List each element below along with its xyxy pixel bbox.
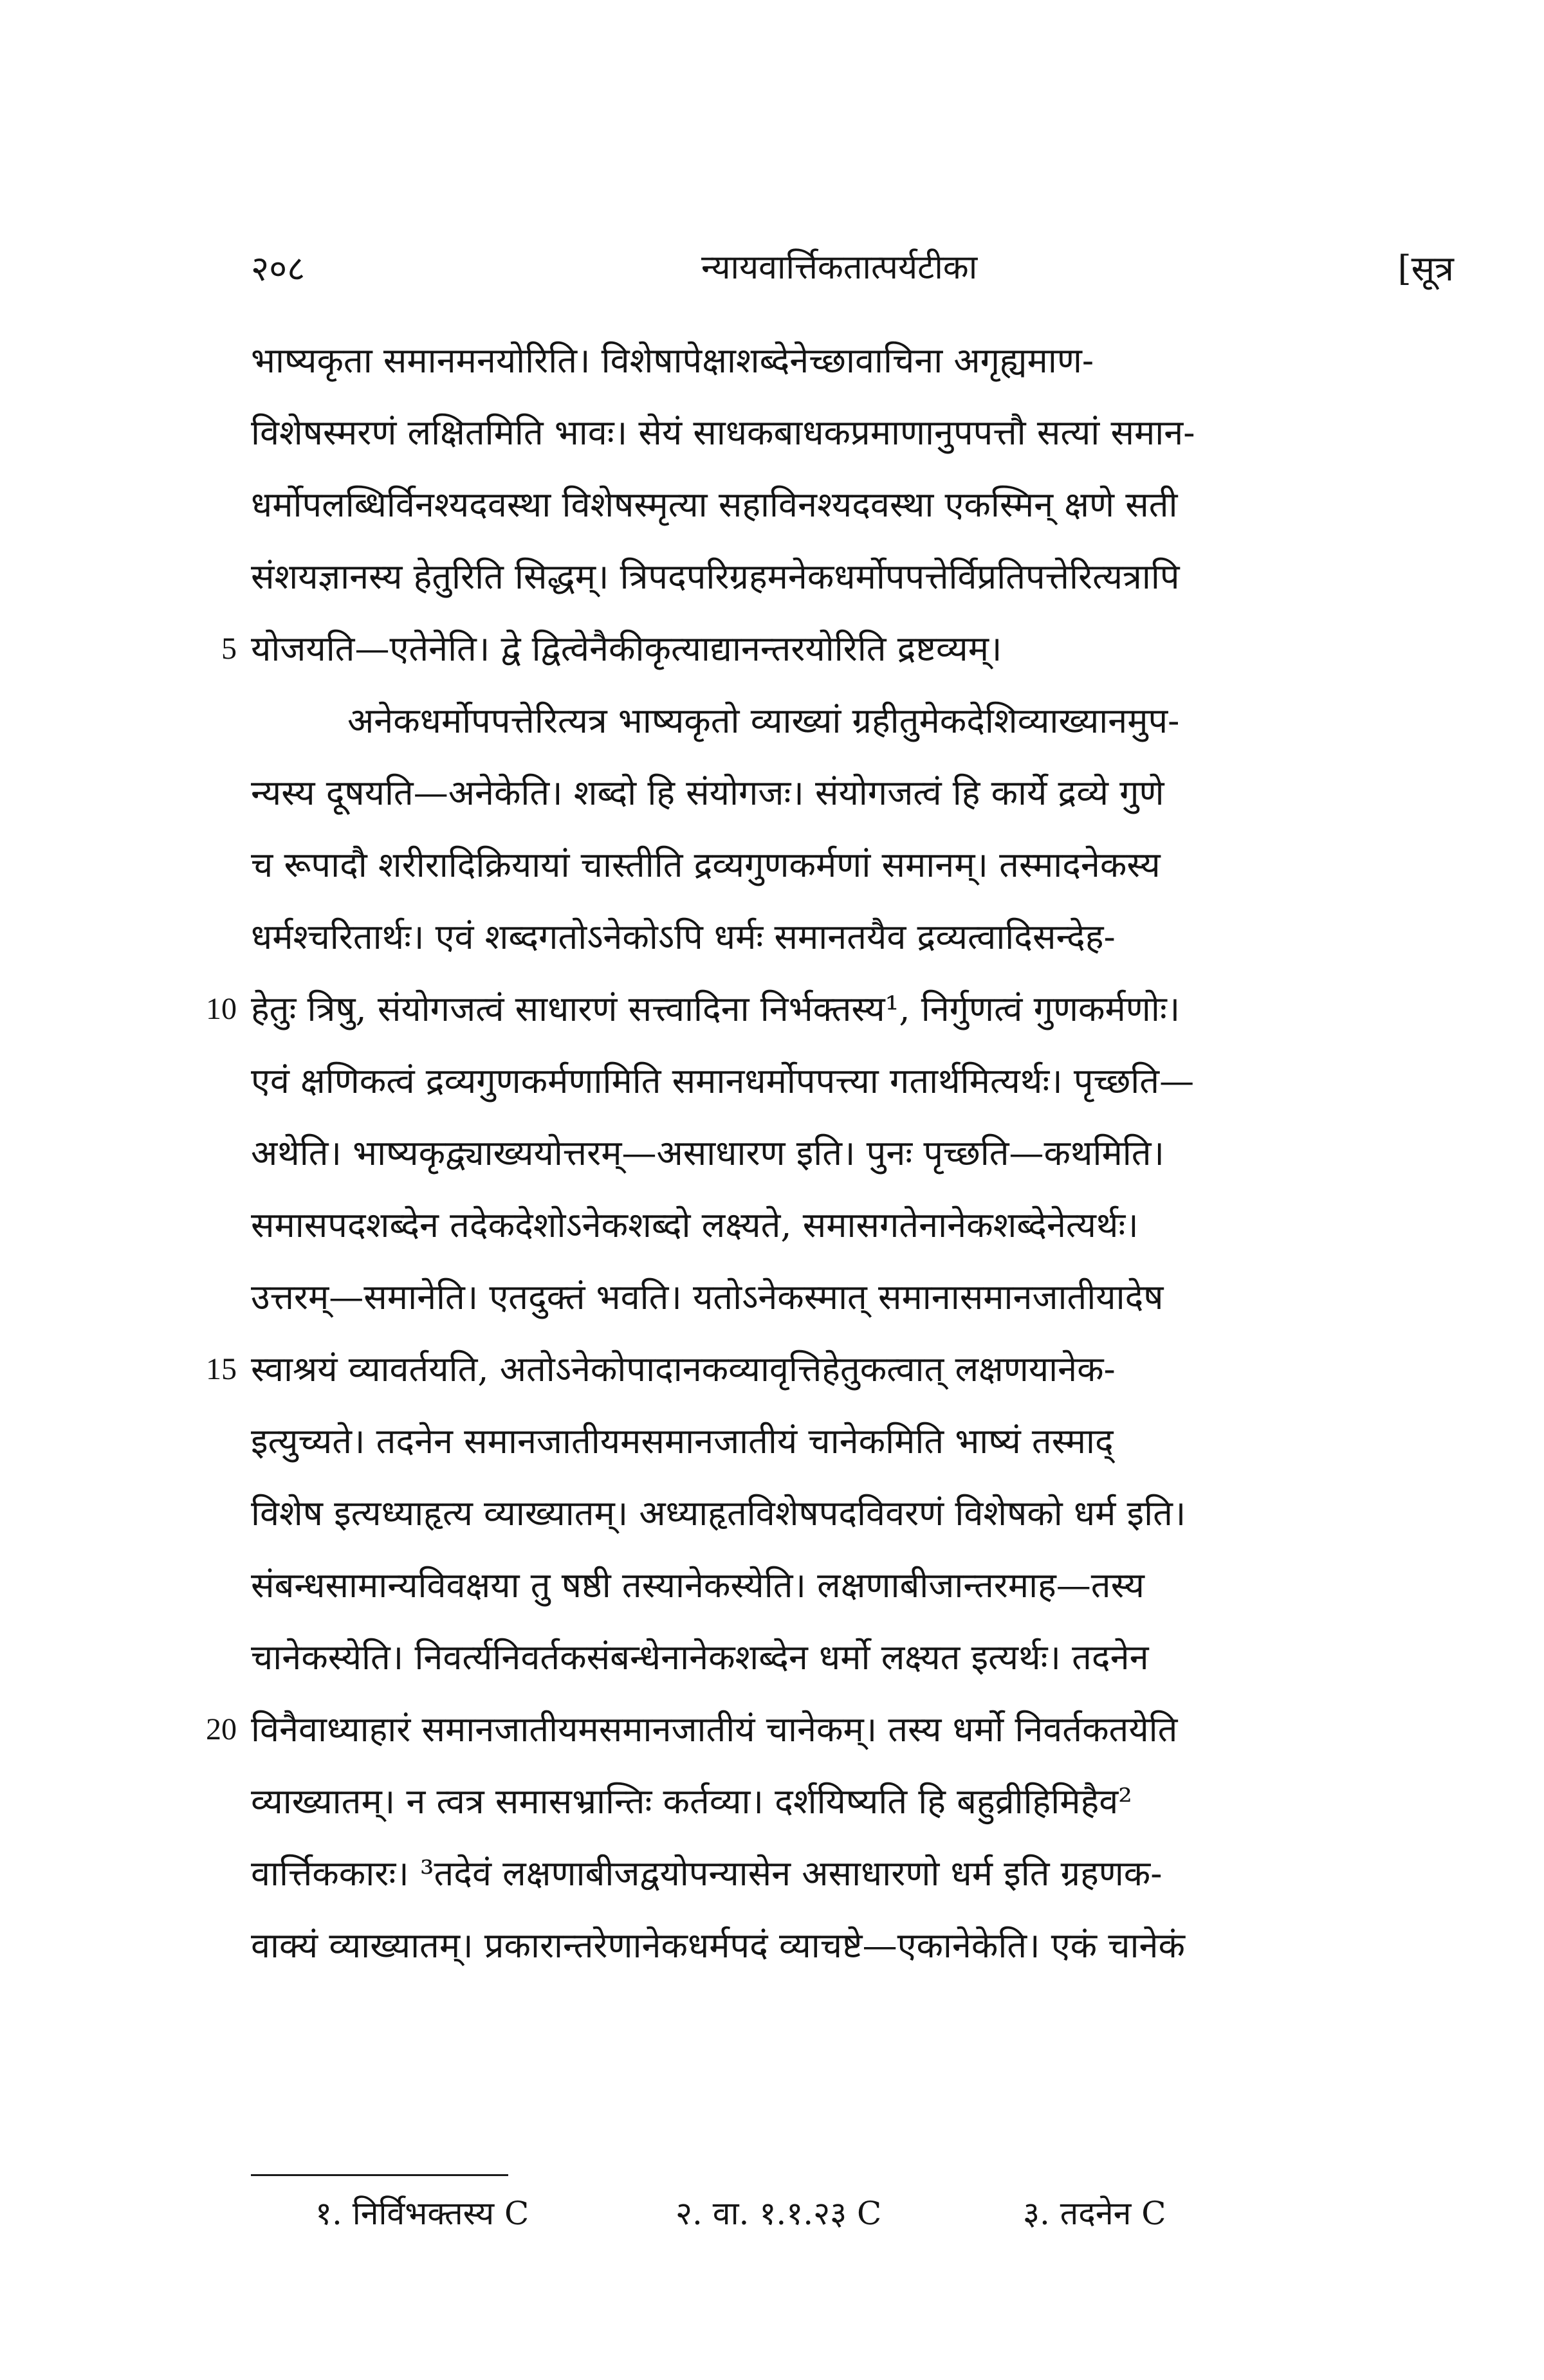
- text-line: [251, 1261, 1454, 1333]
- line-text: चानेकस्येति। निवर्त्यनिवर्तकसंबन्धेनानेकशब्देन धर्मो लक्ष्यत इत्यर्थः। तदनेन: [251, 1637, 1149, 1678]
- line-text: वाक्यं व्याख्यातम्। प्रकारान्तरेणानेकधर्मपदं व्याचष्टे—एकानेकेति। एकं चानेकं: [251, 1925, 1185, 1966]
- text-line: [251, 685, 1454, 757]
- line-text: अथेति। भाष्यकृद्व्याख्ययोत्तरम्—असाधारण इति। पुनः पृच्छति—कथमिति।: [251, 1133, 1165, 1173]
- line-text: धर्मश्चरितार्थः। एवं शब्दगतोऽनेकोऽपि धर्मः समानतयैव द्रव्यत्वादिसन्देह-: [251, 917, 1116, 957]
- text-line: [251, 1622, 1454, 1694]
- line-text: संशयज्ञानस्य हेतुरिति सिद्धम्। त्रिपदपरिग्रहमनेकधर्मोपपत्तेर्विप्रतिपत्तेरित्यत्रापि: [251, 556, 1180, 597]
- text-line: [251, 1910, 1454, 1982]
- text-line: [251, 1838, 1454, 1910]
- line-text: संबन्धसामान्यविवक्षया तु षष्ठी तस्यानेकस्येति। लक्षणाबीजान्तरमाह—तस्य: [251, 1565, 1144, 1606]
- line-number: 10: [206, 992, 237, 1026]
- text-line: [206, 1694, 1454, 1766]
- footnote-3: ३. तदनेन C: [1023, 2195, 1166, 2232]
- line-text: धर्मोपलब्धिर्विनश्यदवस्था विशेषस्मृत्या सहाविनश्यदवस्था एकस्मिन् क्षणे सती: [251, 484, 1178, 525]
- line-text: एवं क्षणिकत्वं द्रव्यगुणकर्मणामिति समानधर्मोपपत्त्या गतार्थमित्यर्थः। पृच्छति—: [251, 1061, 1195, 1101]
- text-line: [251, 1550, 1454, 1622]
- line-text: विनैवाध्याहारं समानजातीयमसमानजातीयं चानेकम्। तस्य धर्मो निवर्तकतयेति: [251, 1709, 1178, 1750]
- line-text: अनेकधर्मोपपत्तेरित्यत्र भाष्यकृतो व्याख्यां ग्रहीतुमेकदेशिव्याख्यानमुप-: [347, 700, 1180, 741]
- text-line: [221, 613, 1454, 685]
- line-number: 20: [206, 1712, 237, 1746]
- line-number: 15: [206, 1352, 237, 1386]
- line-text: विशेष इत्यध्याहृत्य व्याख्यातम्। अध्याहृतविशेषपदविवरणं विशेषको धर्म इति।: [251, 1493, 1186, 1533]
- text-line: [206, 1333, 1454, 1405]
- text-line: [251, 541, 1454, 613]
- page-number: २०८: [251, 248, 306, 289]
- footnote-1: १. निर्विभक्तस्य C: [315, 2195, 529, 2232]
- text-line: [251, 325, 1454, 397]
- footnote-2: २. वा. १.१.२३ C: [676, 2195, 882, 2232]
- text-line: [251, 829, 1454, 901]
- footnote-divider: [251, 2174, 508, 2176]
- text-line: [251, 757, 1454, 829]
- text-line: [251, 901, 1454, 973]
- line-text: समासपदशब्देन तदेकदेशोऽनेकशब्दो लक्ष्यते, समासगतेनानेकशब्देनेत्यर्थः।: [251, 1205, 1139, 1245]
- footnotes: [315, 2190, 1409, 2242]
- text-line: [251, 1045, 1454, 1117]
- text-line: [251, 1766, 1454, 1838]
- line-text: योजयति—एतेनेति। द्वे द्वित्वेनैकीकृत्याद्यानन्तरयोरिति द्रष्टव्यम्।: [251, 628, 1002, 669]
- text-line: [251, 1478, 1454, 1550]
- text-line: [251, 1189, 1454, 1261]
- main-text: [206, 325, 1454, 1982]
- line-text: विशेषस्मरणं लक्षितमिति भावः। सेयं साधकबाधकप्रमाणानुपपत्तौ सत्यां समान-: [251, 412, 1195, 453]
- text-line: [251, 469, 1454, 541]
- text-line: [251, 397, 1454, 469]
- line-text: व्याख्यातम्। न त्वत्र समासभ्रान्तिः कर्तव्या। दर्शयिष्यति हि बहुव्रीहिमिहैव²: [251, 1781, 1132, 1822]
- line-text: च रूपादौ शरीरादिक्रियायां चास्तीति द्रव्यगुणकर्मणां समानम्। तस्मादनेकस्य: [251, 845, 1161, 885]
- line-text: वार्त्तिककारः। ³तदेवं लक्षणाबीजद्वयोपन्यासेन असाधारणो धर्म इति ग्रहणक-: [251, 1853, 1163, 1894]
- line-text: भाष्यकृता समानमनयोरिति। विशेषापेक्षाशब्देनेच्छावाचिना अगृह्यमाण-: [251, 340, 1094, 381]
- text-line: [251, 1405, 1454, 1478]
- line-text: उत्तरम्—समानेति। एतदुक्तं भवति। यतोऽनेकस्मात् समानासमानजातीयादेष: [251, 1277, 1164, 1317]
- text-line: [206, 973, 1454, 1045]
- page-header: [251, 243, 1454, 301]
- line-text: हेतुः त्रिषु, संयोगजत्वं साधारणं सत्त्वादिना निर्भक्तस्य¹, निर्गुणत्वं गुणकर्मणोः।: [251, 989, 1181, 1029]
- text-line: [251, 1117, 1454, 1189]
- line-text: स्वाश्रयं व्यावर्तयति, अतोऽनेकोपादानकव्यावृत्तिहेतुकत्वात् लक्षणयानेक-: [251, 1349, 1116, 1389]
- running-title: न्यायवार्त्तिकतात्पर्यटीका: [701, 248, 978, 287]
- section-marker: [सूत्र: [1397, 248, 1454, 289]
- line-number: 5: [221, 632, 237, 666]
- line-text: इत्युच्यते। तदनेन समानजातीयमसमानजातीयं चानेकमिति भाष्यं तस्माद्: [251, 1421, 1114, 1461]
- line-text: न्यस्य दूषयति—अनेकेति। शब्दो हि संयोगजः। संयोगजत्वं हि कार्ये द्रव्ये गुणे: [251, 773, 1164, 813]
